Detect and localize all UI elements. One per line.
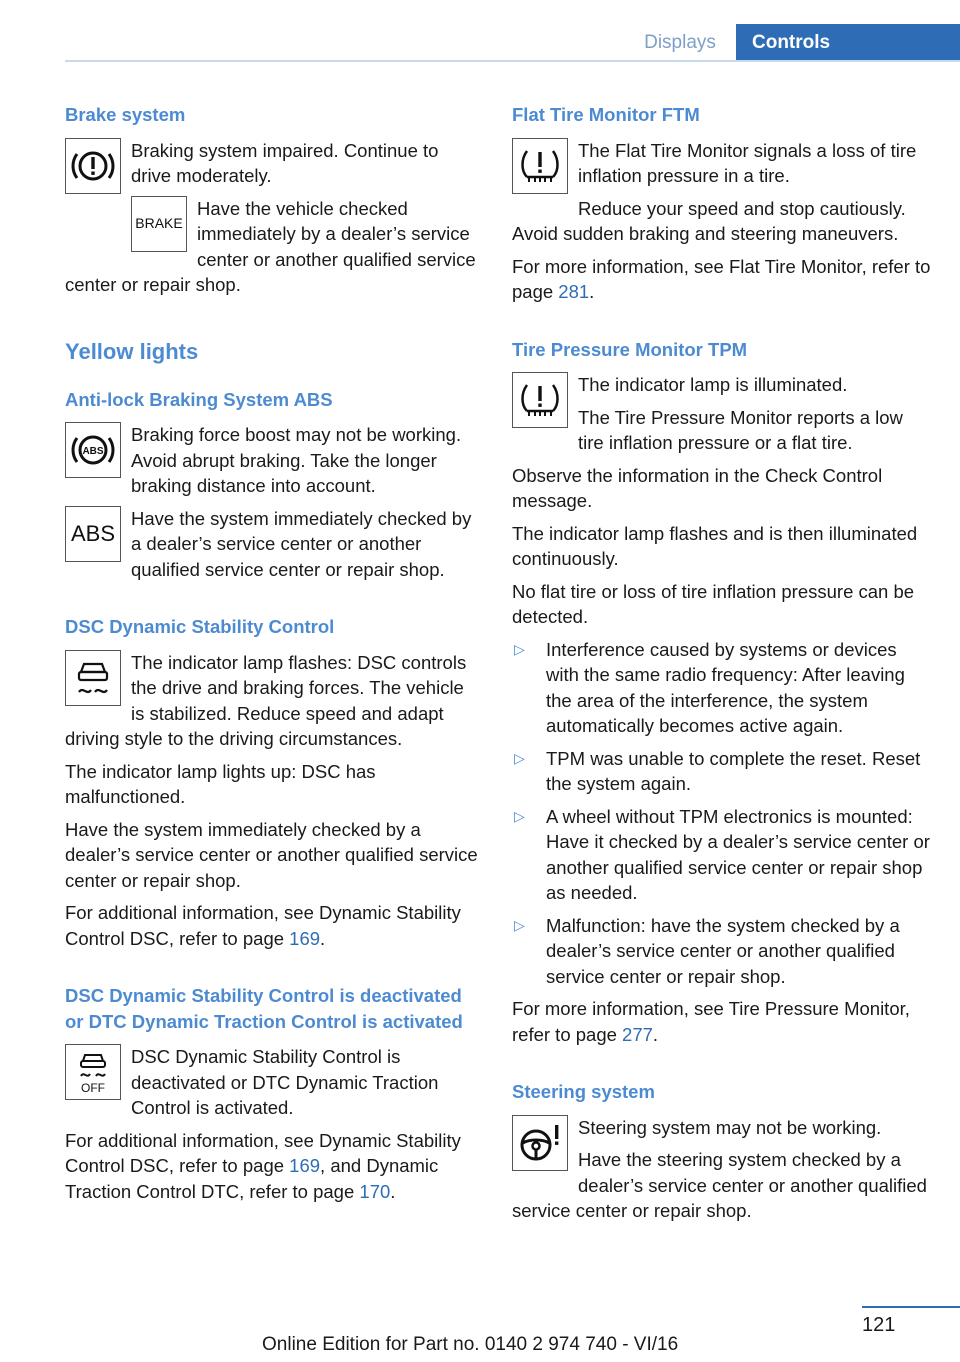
dsc-off-icon [65,1044,121,1100]
page-number: 121 [862,1314,896,1336]
tpm-text-6 [512,996,932,1047]
tpm-text-3: Observe the information in the Check Control message. [512,464,883,511]
list-item-text: Malfunction: have the system checked by a dealer’s service center or another qualified service center or repair shop. [546,914,900,987]
bullet-triangle-icon: ▷ [514,749,525,766]
tpm-text-1: The indicator lamp is illuminated. [578,374,848,395]
list-item [512,637,932,739]
tpm-heading: Tire Pressure Monitor TPM [512,338,748,360]
section-steering [512,1079,932,1224]
dsc-text-4-pre: For additional information, see Dynamic Stability Control DSC, refer to page [65,902,461,949]
abs-icon-text: ABS [70,520,116,546]
section-brake-system [65,102,481,305]
dsc-off-text-2-post: . [390,1180,396,1202]
dsc-car-skid-icon [65,650,121,706]
section-dsc-off [65,983,481,1204]
dsc-off-text-2-mid: , and Dynamic Traction Control DTC, refer to page [65,1155,439,1202]
tpm-text-2: The Tire Pressure Monitor reports a low tire inflation pressure or a flat tire. [578,406,903,453]
yellow-lights-heading: Yellow lights [65,338,199,364]
edition-note: Online Edition for Part no. 0140 2 974 740 - VI/16 [262,1334,679,1355]
steering-wheel-warning-icon [512,1115,568,1171]
page-link-277[interactable]: 277 [622,1023,653,1045]
brake-warning-icon [65,138,121,194]
list-item [512,746,932,797]
page-link-169-b[interactable]: 169 [289,1155,321,1176]
ftm-text-1: The Flat Tire Monitor signals a loss of tire inflation pressure in a tire. [578,139,917,186]
page-link-281[interactable]: 281 [558,281,590,302]
brake-icon-label: BRAKE [135,214,183,231]
section-tpm [512,337,932,1048]
list-item [512,913,932,990]
tpm-bullet-list [512,637,932,990]
abs-icon-label: ABS [82,446,104,457]
page-link-169[interactable]: 169 [289,927,321,949]
section-ftm [512,102,932,305]
tire-pressure-warning-icon [512,372,568,428]
dsc-text-3: Have the system immediately checked by a dealer’s service center or another qualified service center or repair shop. [65,818,478,891]
dsc-off-icon-label: OFF [81,1081,105,1095]
dsc-text-4 [65,900,481,951]
ftm-text-3-pre: For more information, see Flat Tire Monitor, refer to page [512,255,931,302]
brake-text-1: Braking system impaired. Continue to drive moderately. [131,139,439,186]
brake-heading: Brake system [65,104,186,125]
tpm-text-5: No flat tire or loss of tire inflation pressure can be detected. [512,580,915,627]
ftm-heading: Flat Tire Monitor FTM [512,104,700,125]
bullet-triangle-icon: ▷ [514,640,525,657]
abs-heading: Anti-lock Braking System ABS [65,388,333,410]
flat-tire-warning-icon [512,138,568,194]
abs-text-1: Braking force boost may not be working. Avoid abrupt braking. Take the longer braking distance into account. [131,424,462,496]
ftm-text-3 [512,254,932,305]
tab-controls[interactable]: Controls [736,24,960,62]
page-link-170[interactable]: 170 [359,1180,391,1202]
steering-heading: Steering system [512,1081,655,1102]
dsc-off-text-2-pre: For additional information, see Dynamic Stability Control DSC, refer to page [65,1129,461,1176]
tpm-text-6-pre: For more information, see Tire Pressure Monitor, refer to page [512,998,910,1045]
bullet-triangle-icon: ▷ [514,916,525,933]
brake-text-icon [131,196,187,252]
list-item [512,804,932,906]
ftm-text-2: Reduce your speed and stop cautiously. Avoid sudden braking and steering maneuvers. [512,197,906,244]
dsc-off-text-2 [65,1128,481,1205]
list-item-text: TPM was unable to complete the reset. Reset the system again. [546,747,921,794]
dsc-heading: DSC Dynamic Stability Control [65,616,335,637]
dsc-off-heading: DSC Dynamic Stability Control is deactivated or DTC Dynamic Traction Control is activated [65,985,463,1032]
steering-text-2: Have the steering system checked by a dealer’s service center or another qualified service center or repair shop. [512,1149,927,1221]
dsc-off-text-1: DSC Dynamic Stability Control is deactivated or DTC Dynamic Traction Control is activated. [131,1046,439,1118]
abs-text-2: Have the system immediately checked by a dealer’s service center or another qualified service center or repair shop. [131,507,472,580]
bullet-triangle-icon: ▷ [514,807,525,824]
list-item-text: A wheel without TPM electronics is mounted: Have it checked by a dealer’s service center or another qualified service center or repair shop as needed. [546,805,930,903]
header-divider [65,60,960,62]
ftm-text-3-post: . [589,281,595,302]
abs-text-icon [65,506,121,562]
left-column [65,102,481,1236]
tpm-text-4: The indicator lamp flashes and is then illuminated continuously. [512,522,918,569]
dsc-text-2: The indicator lamp lights up: DSC has malfunctioned. [65,760,376,807]
dsc-text-1: The indicator lamp flashes: DSC controls the drive and braking forces. The vehicle is stabilized. Reduce speed and adapt driving style to the driving circumstances. [65,651,467,749]
brake-text-2: Have the vehicle checked immediately by a dealer’s service center or another qualified service center or repair shop. [65,197,476,295]
list-item-text: Interference caused by systems or devices with the same radio frequency: After leaving the area of the interference, the system automatically becomes active again. [546,638,905,736]
section-dsc [65,614,481,951]
tab-displays[interactable]: Displays [644,32,716,53]
footer-divider [862,1306,960,1308]
tpm-text-6-post: . [652,1023,659,1045]
right-column [512,102,932,1256]
dsc-text-4-post: . [320,927,326,949]
steering-text-1: Steering system may not be working. [578,1116,882,1138]
section-abs [65,387,481,583]
abs-warning-icon [65,422,121,478]
